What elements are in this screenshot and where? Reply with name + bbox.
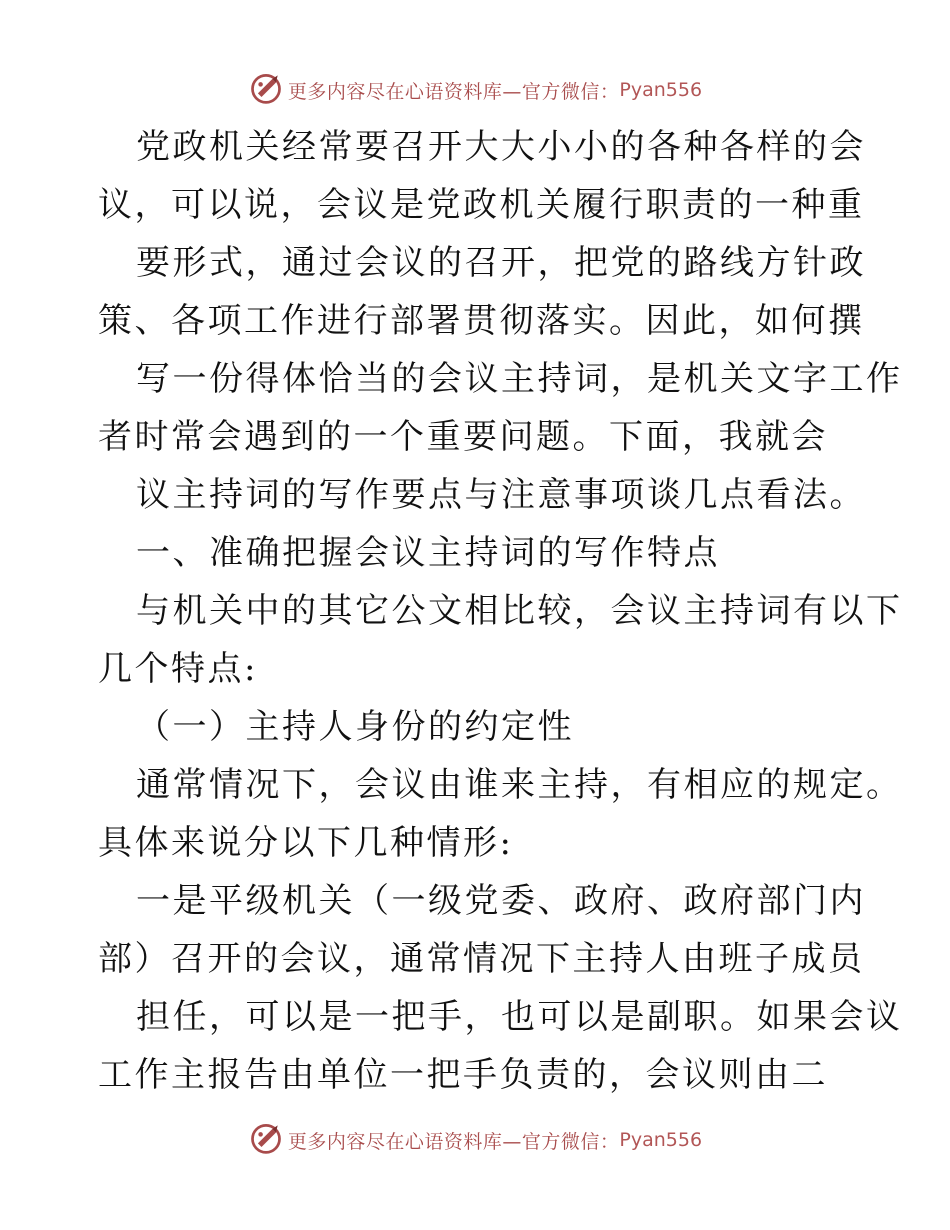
text-line: 要形式，通过会议的召开，把党的路线方针政 xyxy=(136,243,866,283)
banner-wechat-id: Pyan556 xyxy=(619,79,703,101)
text-line: 与机关中的其它公文相比较，会议主持词有以下 xyxy=(136,591,903,631)
text-line: 一、准确把握会议主持词的写作特点 xyxy=(136,533,720,573)
text-line: 具体来说分以下几种情形: xyxy=(98,823,514,863)
text-line: 通常情况下，会议由谁来主持，有相应的规定。 xyxy=(136,765,903,805)
text-line: 者时常会遇到的一个重要问题。下面，我就会 xyxy=(98,417,828,457)
footer-banner xyxy=(0,1120,950,1160)
text-line: 写一份得体恰当的会议主持词，是机关文字工作 xyxy=(136,359,903,399)
header-banner xyxy=(0,70,950,110)
text-line: 部）召开的会议，通常情况下主持人由班子成员 xyxy=(98,939,865,979)
text-line: 议主持词的写作要点与注意事项谈几点看法。 xyxy=(136,475,866,515)
banner-text: 更多内容尽在心语资料库—官方微信： xyxy=(287,1130,620,1153)
document-body xyxy=(98,118,903,1104)
text-line: 议，可以说，会议是党政机关履行职责的一种重 xyxy=(98,185,865,225)
logo-icon xyxy=(248,70,288,111)
text-line: （一）主持人身份的约定性 xyxy=(136,707,574,747)
banner-text: 更多内容尽在心语资料库—官方微信： xyxy=(287,80,620,103)
text-line: 一是平级机关（一级党委、政府、政府部门内 xyxy=(136,881,866,921)
text-line: 党政机关经常要召开大大小小的各种各样的会 xyxy=(136,127,866,167)
text-line: 工作主报告由单位一把手负责的，会议则由二 xyxy=(98,1055,828,1095)
text-line: 策、各项工作进行部署贯彻落实。因此，如何撰 xyxy=(98,301,865,341)
logo-icon xyxy=(248,1120,288,1161)
text-line: 几个特点: xyxy=(98,649,258,689)
text-line: 担任，可以是一把手，也可以是副职。如果会议 xyxy=(136,997,903,1037)
banner-wechat-id: Pyan556 xyxy=(619,1129,703,1151)
